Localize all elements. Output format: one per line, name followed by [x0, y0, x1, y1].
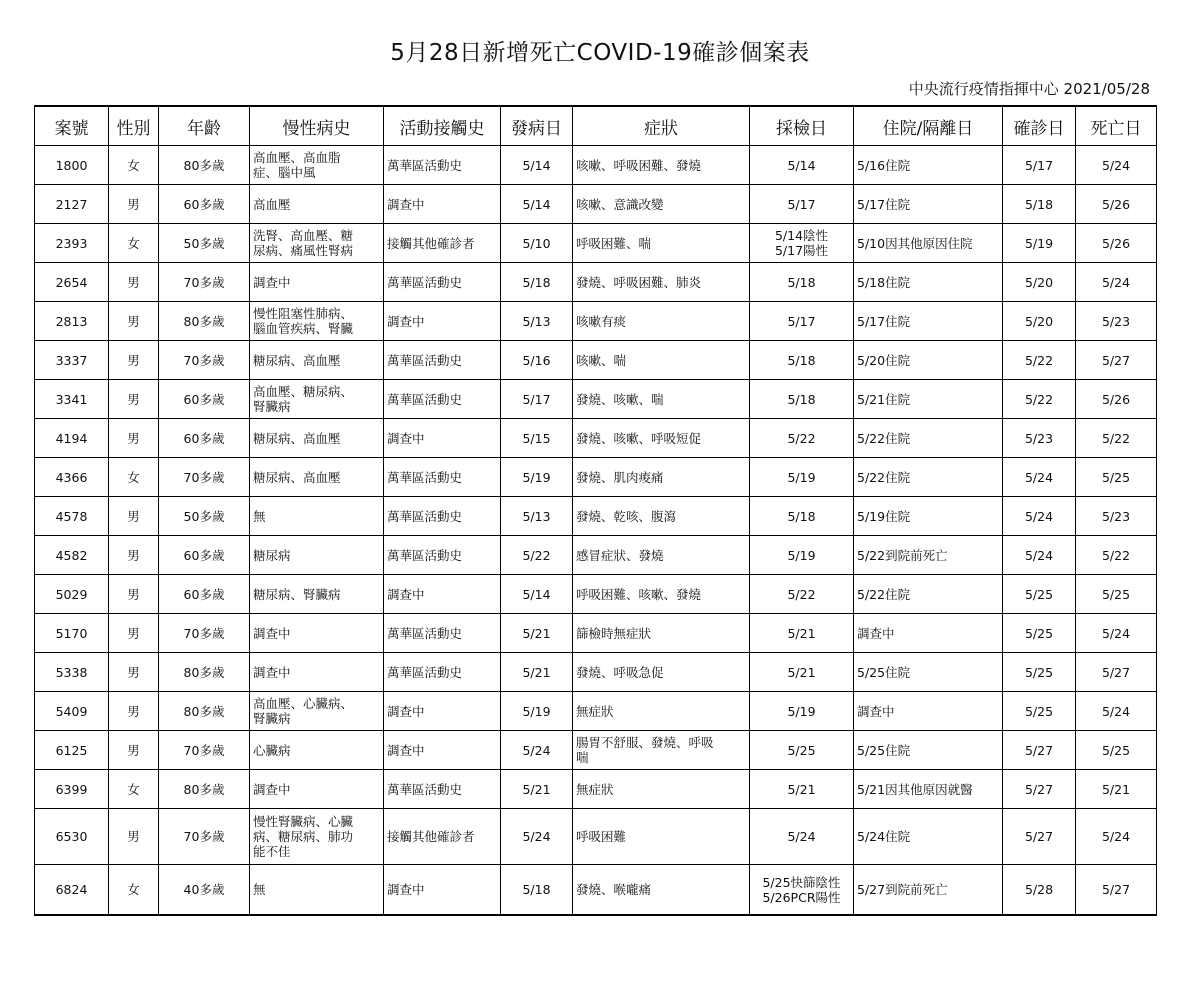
chronic-history-cell: 慢性阻塞性肺病、 腦血管疾病、腎臟 [250, 302, 384, 341]
contact-history-cell: 萬華區活動史 [384, 614, 501, 653]
chronic-history-cell: 無 [250, 865, 384, 916]
onset-date-header: 發病日 [501, 106, 573, 146]
confirmed-date-cell: 5/20 [1003, 263, 1076, 302]
confirmed-date-cell: 5/23 [1003, 419, 1076, 458]
age-cell: 60多歲 [159, 380, 250, 419]
chronic-history-cell: 調查中 [250, 770, 384, 809]
death-date-cell: 5/24 [1076, 146, 1157, 185]
onset-date-cell: 5/24 [501, 731, 573, 770]
source-and-date: 中央流行疫情指揮中心 2021/05/28 [908, 80, 1150, 98]
confirmed-date-header: 確診日 [1003, 106, 1076, 146]
contact-history-cell: 萬華區活動史 [384, 497, 501, 536]
table-row [35, 575, 1157, 614]
symptoms-cell: 發燒、咳嗽、喘 [573, 380, 750, 419]
case-number-cell: 3337 [35, 341, 109, 380]
onset-date-cell: 5/21 [501, 770, 573, 809]
contact-history-cell: 萬華區活動史 [384, 146, 501, 185]
symptoms-cell: 咳嗽、意識改變 [573, 185, 750, 224]
case-number-cell: 2654 [35, 263, 109, 302]
confirmed-date-cell: 5/27 [1003, 770, 1076, 809]
onset-date-cell: 5/13 [501, 302, 573, 341]
death-date-cell: 5/22 [1076, 536, 1157, 575]
confirmed-date-cell: 5/17 [1003, 146, 1076, 185]
test-date-cell: 5/17 [750, 302, 854, 341]
chronic-history-cell: 洗腎、高血壓、糖 尿病、痛風性腎病 [250, 224, 384, 263]
age-header: 年齡 [159, 106, 250, 146]
case-number-cell: 6399 [35, 770, 109, 809]
admission-cell: 5/22到院前死亡 [854, 536, 1003, 575]
table-row [35, 146, 1157, 185]
sex-cell: 男 [109, 419, 159, 458]
age-cell: 60多歲 [159, 575, 250, 614]
contact-history-cell: 接觸其他確診者 [384, 809, 501, 865]
test-date-cell: 5/24 [750, 809, 854, 865]
table-row [35, 419, 1157, 458]
death-date-cell: 5/22 [1076, 419, 1157, 458]
age-cell: 80多歲 [159, 653, 250, 692]
age-cell: 80多歲 [159, 692, 250, 731]
case-number-cell: 4366 [35, 458, 109, 497]
death-date-cell: 5/23 [1076, 497, 1157, 536]
onset-date-cell: 5/18 [501, 865, 573, 916]
death-date-cell: 5/25 [1076, 731, 1157, 770]
confirmed-date-cell: 5/25 [1003, 692, 1076, 731]
chronic-history-cell: 心臟病 [250, 731, 384, 770]
death-date-cell: 5/26 [1076, 185, 1157, 224]
table-row [35, 380, 1157, 419]
death-date-cell: 5/24 [1076, 614, 1157, 653]
admission-cell: 5/21因其他原因就醫 [854, 770, 1003, 809]
table-row [35, 458, 1157, 497]
confirmed-date-cell: 5/27 [1003, 809, 1076, 865]
age-cell: 60多歲 [159, 419, 250, 458]
test-date-cell: 5/14 [750, 146, 854, 185]
admission-header: 住院/隔離日 [854, 106, 1003, 146]
age-cell: 70多歲 [159, 731, 250, 770]
table-row [35, 536, 1157, 575]
death-date-cell: 5/25 [1076, 575, 1157, 614]
onset-date-cell: 5/22 [501, 536, 573, 575]
symptoms-cell: 發燒、呼吸困難、肺炎 [573, 263, 750, 302]
admission-cell: 5/25住院 [854, 731, 1003, 770]
test-date-cell: 5/19 [750, 536, 854, 575]
symptoms-cell: 咳嗽、呼吸困難、發燒 [573, 146, 750, 185]
chronic-history-cell: 糖尿病 [250, 536, 384, 575]
onset-date-cell: 5/18 [501, 263, 573, 302]
confirmed-date-cell: 5/27 [1003, 731, 1076, 770]
sex-cell: 男 [109, 575, 159, 614]
chronic-history-cell: 糖尿病、高血壓 [250, 419, 384, 458]
contact-history-cell: 接觸其他確診者 [384, 224, 501, 263]
case-number-cell: 5338 [35, 653, 109, 692]
chronic-history-cell: 糖尿病、腎臟病 [250, 575, 384, 614]
chronic-history-header: 慢性病史 [250, 106, 384, 146]
confirmed-date-cell: 5/20 [1003, 302, 1076, 341]
chronic-history-cell: 高血壓、糖尿病、 腎臟病 [250, 380, 384, 419]
case-number-cell: 4578 [35, 497, 109, 536]
test-date-cell: 5/14陰性 5/17陽性 [750, 224, 854, 263]
sex-cell: 女 [109, 770, 159, 809]
age-cell: 80多歲 [159, 302, 250, 341]
contact-history-cell: 萬華區活動史 [384, 380, 501, 419]
death-date-cell: 5/26 [1076, 380, 1157, 419]
admission-cell: 5/27到院前死亡 [854, 865, 1003, 916]
table-row [35, 731, 1157, 770]
case-number-cell: 3341 [35, 380, 109, 419]
age-cell: 80多歲 [159, 146, 250, 185]
confirmed-date-cell: 5/25 [1003, 653, 1076, 692]
death-date-cell: 5/27 [1076, 865, 1157, 916]
age-cell: 70多歲 [159, 458, 250, 497]
age-cell: 70多歲 [159, 263, 250, 302]
onset-date-cell: 5/21 [501, 614, 573, 653]
chronic-history-cell: 高血壓、高血脂 症、腦中風 [250, 146, 384, 185]
symptoms-cell: 感冒症狀、發燒 [573, 536, 750, 575]
sex-cell: 男 [109, 341, 159, 380]
admission-cell: 5/10因其他原因住院 [854, 224, 1003, 263]
test-date-cell: 5/18 [750, 497, 854, 536]
chronic-history-cell: 調查中 [250, 263, 384, 302]
chronic-history-cell: 糖尿病、高血壓 [250, 458, 384, 497]
symptoms-cell: 咳嗽、喘 [573, 341, 750, 380]
sex-cell: 男 [109, 536, 159, 575]
contact-history-cell: 萬華區活動史 [384, 458, 501, 497]
chronic-history-cell: 無 [250, 497, 384, 536]
age-cell: 40多歲 [159, 865, 250, 916]
admission-cell: 5/24住院 [854, 809, 1003, 865]
table-body [35, 146, 1157, 916]
contact-history-cell: 萬華區活動史 [384, 770, 501, 809]
symptoms-cell: 呼吸困難、喘 [573, 224, 750, 263]
contact-history-cell: 調查中 [384, 419, 501, 458]
table-row [35, 263, 1157, 302]
test-date-cell: 5/22 [750, 575, 854, 614]
symptoms-cell: 呼吸困難 [573, 809, 750, 865]
sex-header: 性別 [109, 106, 159, 146]
sex-cell: 女 [109, 146, 159, 185]
onset-date-cell: 5/17 [501, 380, 573, 419]
case-number-cell: 1800 [35, 146, 109, 185]
table-header-row [35, 106, 1157, 146]
admission-cell: 5/17住院 [854, 302, 1003, 341]
symptoms-cell: 呼吸困難、咳嗽、發燒 [573, 575, 750, 614]
death-date-cell: 5/25 [1076, 458, 1157, 497]
case-number-cell: 5029 [35, 575, 109, 614]
table-row [35, 809, 1157, 865]
contact-history-cell: 調查中 [384, 575, 501, 614]
onset-date-cell: 5/21 [501, 653, 573, 692]
table-row [35, 614, 1157, 653]
confirmed-date-cell: 5/22 [1003, 380, 1076, 419]
age-cell: 70多歲 [159, 341, 250, 380]
admission-cell: 5/22住院 [854, 458, 1003, 497]
table-row [35, 302, 1157, 341]
sex-cell: 男 [109, 653, 159, 692]
test-date-header: 採檢日 [750, 106, 854, 146]
death-date-header: 死亡日 [1076, 106, 1157, 146]
age-cell: 60多歲 [159, 536, 250, 575]
symptoms-cell: 發燒、喉嚨痛 [573, 865, 750, 916]
chronic-history-cell: 調查中 [250, 653, 384, 692]
contact-history-cell: 調查中 [384, 302, 501, 341]
admission-cell: 5/22住院 [854, 575, 1003, 614]
sex-cell: 男 [109, 497, 159, 536]
sex-cell: 男 [109, 809, 159, 865]
symptoms-cell: 咳嗽有痰 [573, 302, 750, 341]
case-number-cell: 5409 [35, 692, 109, 731]
case-number-cell: 4582 [35, 536, 109, 575]
admission-cell: 5/22住院 [854, 419, 1003, 458]
admission-cell: 5/20住院 [854, 341, 1003, 380]
case-number-cell: 2393 [35, 224, 109, 263]
death-date-cell: 5/24 [1076, 263, 1157, 302]
confirmed-date-cell: 5/25 [1003, 575, 1076, 614]
admission-cell: 5/18住院 [854, 263, 1003, 302]
confirmed-date-cell: 5/25 [1003, 614, 1076, 653]
age-cell: 50多歲 [159, 224, 250, 263]
confirmed-date-cell: 5/24 [1003, 458, 1076, 497]
sex-cell: 女 [109, 224, 159, 263]
test-date-cell: 5/25 [750, 731, 854, 770]
death-date-cell: 5/27 [1076, 653, 1157, 692]
confirmed-date-cell: 5/28 [1003, 865, 1076, 916]
onset-date-cell: 5/19 [501, 692, 573, 731]
table-row [35, 224, 1157, 263]
contact-history-cell: 萬華區活動史 [384, 653, 501, 692]
test-date-cell: 5/18 [750, 380, 854, 419]
test-date-cell: 5/18 [750, 341, 854, 380]
case-number-cell: 6125 [35, 731, 109, 770]
confirmed-date-cell: 5/19 [1003, 224, 1076, 263]
case-number-cell: 4194 [35, 419, 109, 458]
onset-date-cell: 5/14 [501, 575, 573, 614]
death-date-cell: 5/27 [1076, 341, 1157, 380]
onset-date-cell: 5/16 [501, 341, 573, 380]
admission-cell: 5/16住院 [854, 146, 1003, 185]
contact-history-cell: 調查中 [384, 731, 501, 770]
test-date-cell: 5/21 [750, 653, 854, 692]
case-number-cell: 2813 [35, 302, 109, 341]
symptoms-cell: 發燒、呼吸急促 [573, 653, 750, 692]
age-cell: 60多歲 [159, 185, 250, 224]
death-date-cell: 5/24 [1076, 809, 1157, 865]
sex-cell: 男 [109, 302, 159, 341]
table-row [35, 185, 1157, 224]
symptoms-cell: 腸胃不舒服、發燒、呼吸 喘 [573, 731, 750, 770]
onset-date-cell: 5/10 [501, 224, 573, 263]
test-date-cell: 5/19 [750, 458, 854, 497]
table-row [35, 865, 1157, 916]
onset-date-cell: 5/13 [501, 497, 573, 536]
onset-date-cell: 5/24 [501, 809, 573, 865]
symptoms-header: 症狀 [573, 106, 750, 146]
test-date-cell: 5/21 [750, 614, 854, 653]
death-date-cell: 5/21 [1076, 770, 1157, 809]
chronic-history-cell: 高血壓、心臟病、 腎臟病 [250, 692, 384, 731]
death-date-cell: 5/26 [1076, 224, 1157, 263]
contact-history-cell: 萬華區活動史 [384, 341, 501, 380]
confirmed-date-cell: 5/24 [1003, 497, 1076, 536]
symptoms-cell: 無症狀 [573, 770, 750, 809]
death-date-cell: 5/23 [1076, 302, 1157, 341]
onset-date-cell: 5/14 [501, 185, 573, 224]
admission-cell: 5/19住院 [854, 497, 1003, 536]
contact-history-cell: 萬華區活動史 [384, 536, 501, 575]
chronic-history-cell: 調查中 [250, 614, 384, 653]
contact-history-cell: 調查中 [384, 692, 501, 731]
age-cell: 70多歲 [159, 809, 250, 865]
contact-history-cell: 萬華區活動史 [384, 263, 501, 302]
admission-cell: 5/25住院 [854, 653, 1003, 692]
table-row [35, 497, 1157, 536]
sex-cell: 男 [109, 380, 159, 419]
case-number-cell: 6824 [35, 865, 109, 916]
symptoms-cell: 發燒、乾咳、腹瀉 [573, 497, 750, 536]
age-cell: 50多歲 [159, 497, 250, 536]
case-table [34, 105, 1157, 916]
test-date-cell: 5/18 [750, 263, 854, 302]
onset-date-cell: 5/15 [501, 419, 573, 458]
confirmed-date-cell: 5/24 [1003, 536, 1076, 575]
onset-date-cell: 5/19 [501, 458, 573, 497]
page-title: 5月28日新增死亡COVID-19確診個案表 [390, 40, 810, 66]
symptoms-cell: 發燒、咳嗽、呼吸短促 [573, 419, 750, 458]
symptoms-cell: 篩檢時無症狀 [573, 614, 750, 653]
sex-cell: 男 [109, 692, 159, 731]
sex-cell: 女 [109, 458, 159, 497]
symptoms-cell: 發燒、肌肉痠痛 [573, 458, 750, 497]
sex-cell: 男 [109, 263, 159, 302]
contact-history-cell: 調查中 [384, 865, 501, 916]
test-date-cell: 5/17 [750, 185, 854, 224]
age-cell: 80多歲 [159, 770, 250, 809]
admission-cell: 5/17住院 [854, 185, 1003, 224]
sex-cell: 男 [109, 731, 159, 770]
case-number-header: 案號 [35, 106, 109, 146]
age-cell: 70多歲 [159, 614, 250, 653]
test-date-cell: 5/19 [750, 692, 854, 731]
sex-cell: 女 [109, 865, 159, 916]
sex-cell: 男 [109, 185, 159, 224]
onset-date-cell: 5/14 [501, 146, 573, 185]
sex-cell: 男 [109, 614, 159, 653]
case-number-cell: 6530 [35, 809, 109, 865]
table-row [35, 653, 1157, 692]
confirmed-date-cell: 5/22 [1003, 341, 1076, 380]
table-row [35, 692, 1157, 731]
table-row [35, 770, 1157, 809]
death-date-cell: 5/24 [1076, 692, 1157, 731]
chronic-history-cell: 糖尿病、高血壓 [250, 341, 384, 380]
chronic-history-cell: 高血壓 [250, 185, 384, 224]
admission-cell: 5/21住院 [854, 380, 1003, 419]
test-date-cell: 5/25快篩陰性 5/26PCR陽性 [750, 865, 854, 916]
test-date-cell: 5/22 [750, 419, 854, 458]
contact-history-header: 活動接觸史 [384, 106, 501, 146]
symptoms-cell: 無症狀 [573, 692, 750, 731]
table-row [35, 341, 1157, 380]
test-date-cell: 5/21 [750, 770, 854, 809]
contact-history-cell: 調查中 [384, 185, 501, 224]
admission-cell: 調查中 [854, 614, 1003, 653]
admission-cell: 調查中 [854, 692, 1003, 731]
case-number-cell: 5170 [35, 614, 109, 653]
confirmed-date-cell: 5/18 [1003, 185, 1076, 224]
case-number-cell: 2127 [35, 185, 109, 224]
chronic-history-cell: 慢性腎臟病、心臟 病、糖尿病、肺功 能不佳 [250, 809, 384, 865]
